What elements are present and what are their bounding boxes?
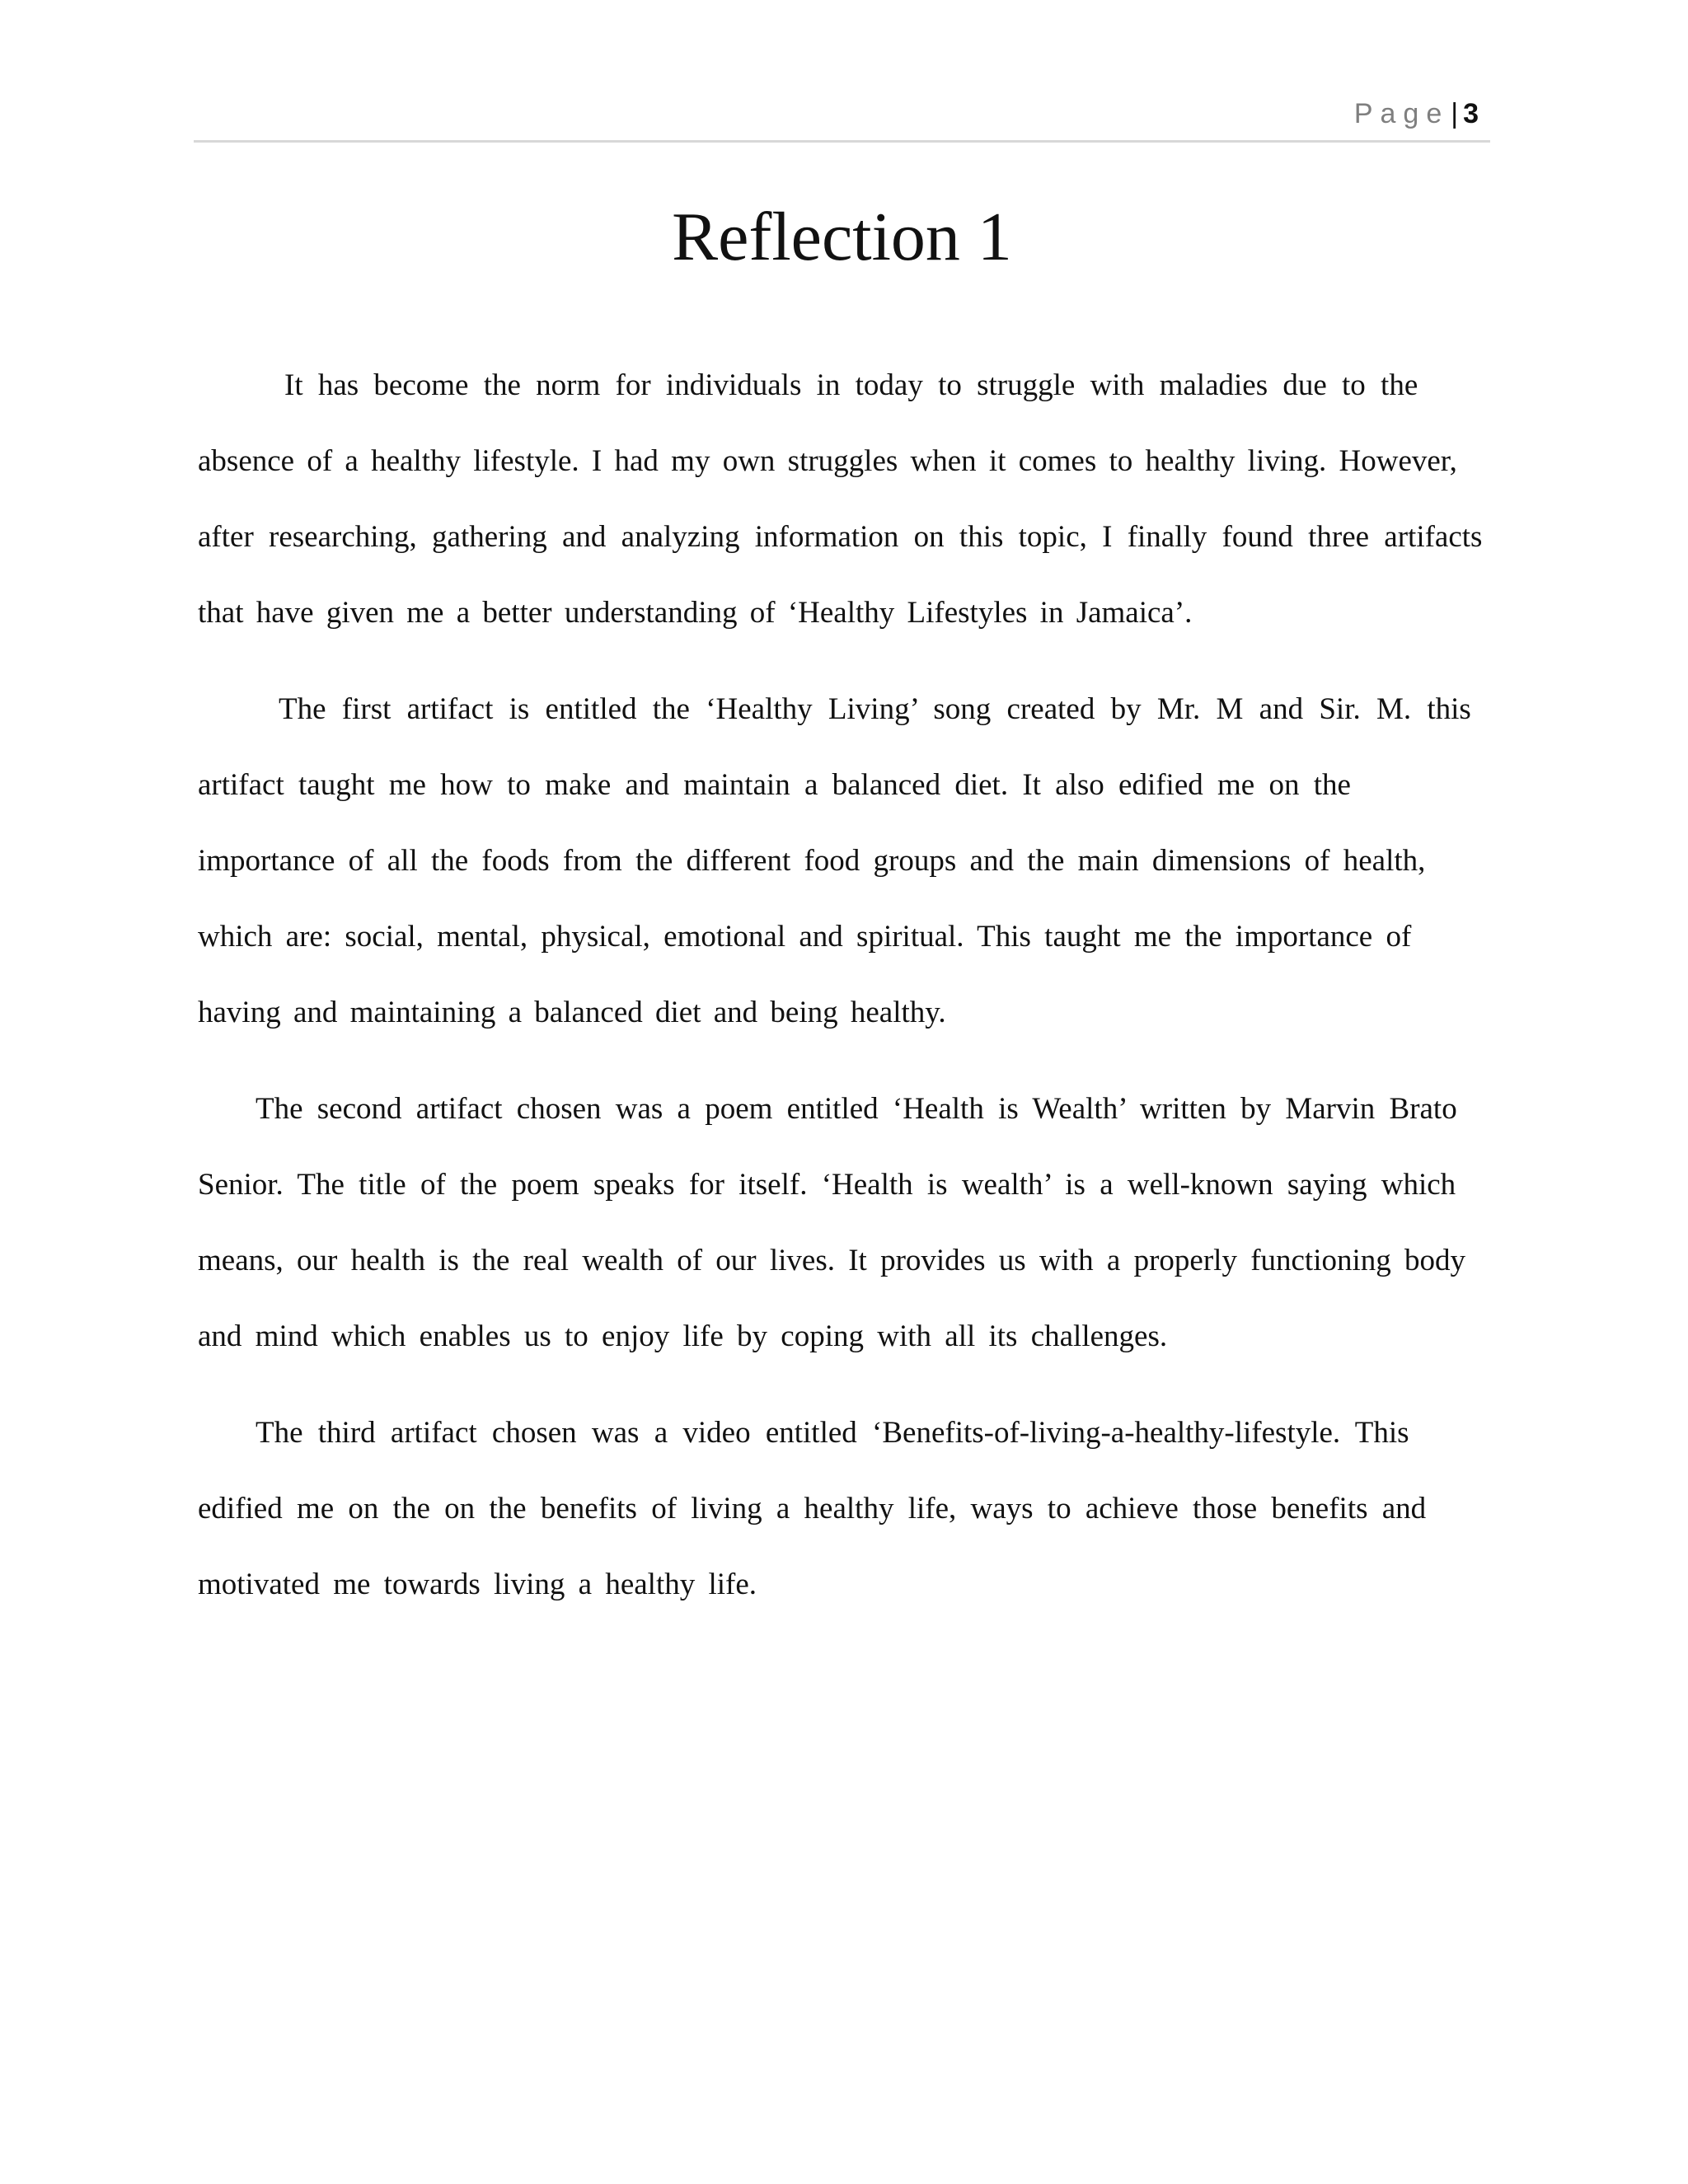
- paragraph-1: [198, 348, 1492, 651]
- page-label: Page: [1353, 98, 1450, 129]
- paragraph-line: absence of a healthy lifestyle. I had my own struggles when it comes to healthy living. However,: [198, 444, 1457, 478]
- page-number-value: 3: [1463, 98, 1479, 129]
- page-number: [1354, 97, 1479, 130]
- paragraph-4: [198, 1395, 1492, 1623]
- paragraph-line: that have given me a better understanding of ‘Healthy Lifestyles in Jamaica’.: [198, 596, 1193, 630]
- paragraph-line: motivated me towards living a healthy life.: [198, 1568, 757, 1601]
- paragraph-line: having and maintaining a balanced diet and being healthy.: [198, 996, 946, 1029]
- paragraph-line: It has become the norm for individuals in today to struggle with maladies due to the: [284, 368, 1418, 402]
- paragraph-line: after researching, gathering and analyzing information on this topic, I finally found three artifacts: [198, 520, 1483, 554]
- paragraph-line: which are: social, mental, physical, emotional and spiritual. This taught me the importance of: [198, 920, 1412, 954]
- paragraph-3: [198, 1071, 1492, 1375]
- document-body: [198, 348, 1492, 1643]
- paragraph-line: artifact taught me how to make and maintain a balanced diet. It also edified me on the: [198, 768, 1351, 802]
- document-title: Reflection 1: [672, 199, 1012, 275]
- paragraph-line: The first artifact is entitled the ‘Healthy Living’ song created by Mr. M and Sir. M. this: [279, 692, 1471, 726]
- paragraph-line: edified me on the on the benefits of living a healthy life, ways to achieve those benefits and: [198, 1492, 1427, 1526]
- paragraph-line: The second artifact chosen was a poem entitled ‘Health is Wealth’ written by Marvin Brato: [256, 1092, 1457, 1126]
- page-header: [194, 97, 1490, 143]
- paragraph-line: importance of all the foods from the different food groups and the main dimensions of health,: [198, 844, 1426, 878]
- page-separator: |: [1451, 98, 1459, 129]
- paragraph-line: means, our health is the real wealth of our lives. It provides us with a properly functioning body: [198, 1244, 1466, 1277]
- paragraph-line: Senior. The title of the poem speaks for itself. ‘Health is wealth’ is a well-known saying which: [198, 1168, 1456, 1202]
- paragraph-line: and mind which enables us to enjoy life by coping with all its challenges.: [198, 1319, 1168, 1353]
- paragraph-2: [198, 672, 1492, 1051]
- paragraph-line: The third artifact chosen was a video entitled ‘Benefits-of-living-a-healthy-lifestyle. This: [256, 1416, 1409, 1450]
